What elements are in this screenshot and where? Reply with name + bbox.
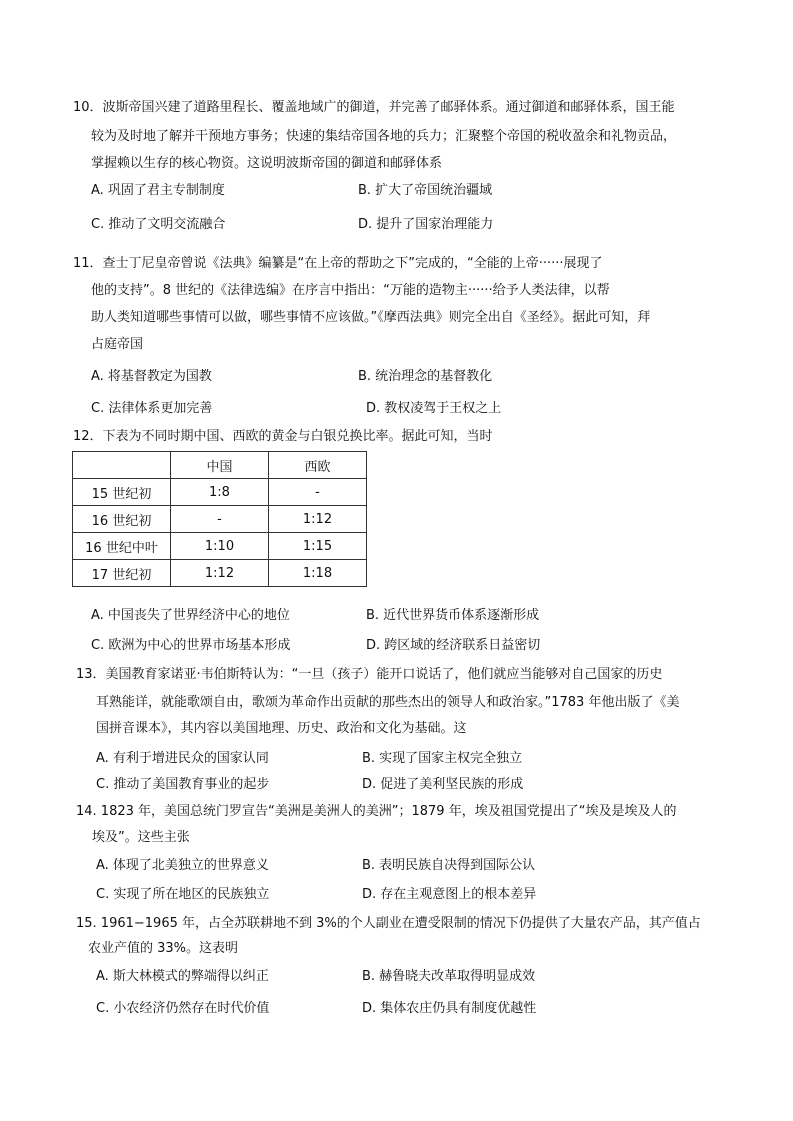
- table-header-cell: [73, 452, 171, 479]
- q14-option-a: A. 体现了北美独立的世界意义: [96, 858, 269, 873]
- q10-line-3: 掌握赖以生存的核心物资。这说明波斯帝国的御道和邮驿体系: [91, 156, 443, 171]
- q13-option-c: C. 推动了美国教育事业的起步: [96, 777, 270, 792]
- q10-option-b: B. 扩大了帝国统治疆域: [358, 183, 493, 198]
- q15-option-d: D. 集体农庄仍具有制度优越性: [362, 1001, 537, 1016]
- q10-option-c: C. 推动了文明交流融合: [91, 217, 226, 232]
- table-cell: 15 世纪初: [73, 479, 171, 506]
- table-cell: 1:15: [269, 533, 367, 560]
- q13-option-d: D. 促进了美利坚民族的形成: [362, 777, 524, 792]
- table-row: [73, 560, 367, 587]
- q15-line-1: 15. 1961−1965 年，占全苏联耕地不到 3%的个人副业在遭受限制的情况下仍提供了大量农产品，其产值占: [76, 916, 701, 931]
- q15-line-2: 农业产值的 33%。这表明: [88, 941, 239, 956]
- q11-option-d: D. 教权凌驾于王权之上: [366, 401, 502, 416]
- table-cell: 17 世纪初: [73, 560, 171, 587]
- table-row: [73, 479, 367, 506]
- table-header-cell: 中国: [171, 452, 269, 479]
- q11-option-b: B. 统治理念的基督教化: [358, 369, 493, 384]
- q15-option-c: C. 小农经济仍然存在时代价值: [96, 1001, 270, 1016]
- q10-line-1: 10．波斯帝国兴建了道路里程长、覆盖地域广的御道，并完善了邮驿体系。通过御道和邮驿体系，国王能: [73, 100, 675, 115]
- q10-option-a: A. 巩固了君主专制制度: [91, 183, 225, 198]
- table-cell: 1:12: [171, 560, 269, 587]
- q10-option-d: D. 提升了国家治理能力: [358, 217, 494, 232]
- q12-line-1: 12．下表为不同时期中国、西欧的黄金与白银兑换比率。据此可知，当时: [73, 429, 493, 444]
- q11-line-1: 11．查士丁尼皇帝曾说《法典》编纂是“在上帝的帮助之下”完成的，“全能的上帝······展现了: [73, 256, 603, 271]
- table-cell: 1:8: [171, 479, 269, 506]
- table-header-cell: 西欧: [269, 452, 367, 479]
- table-cell: 1:18: [269, 560, 367, 587]
- q13-line-2: 耳熟能详，就能歌颂自由，歌颂为革命作出贡献的那些杰出的领导人和政治家。”1783 年他出版了《美: [96, 695, 680, 710]
- q12-option-b: B. 近代世界货币体系逐渐形成: [366, 608, 540, 623]
- q14-line-2: 埃及”。这些主张: [92, 830, 190, 845]
- table-cell: 1:10: [171, 533, 269, 560]
- q11-line-2: 他的支持”。8 世纪的《法律选编》在序言中指出：“万能的造物主······给予人类法律，以帮: [91, 283, 610, 298]
- q14-option-c: C. 实现了所在地区的民族独立: [96, 887, 270, 902]
- table-cell: 16 世纪初: [73, 506, 171, 533]
- table-header-row: [73, 452, 367, 479]
- q14-option-b: B. 表明民族自决得到国际公认: [362, 858, 536, 873]
- q11-line-4: 占庭帝国: [91, 337, 144, 352]
- q12-option-c: C. 欧洲为中心的世界市场基本形成: [91, 638, 291, 653]
- q12-option-a: A. 中国丧失了世界经济中心的地位: [91, 608, 290, 623]
- q12-option-d: D. 跨区域的经济联系日益密切: [366, 638, 541, 653]
- exchange-rate-table: [72, 451, 367, 587]
- q10-line-2: 较为及时地了解并干预地方事务；快速的集结帝国各地的兵力；汇聚整个帝国的税收盈余和礼物贡品，: [91, 129, 677, 144]
- q15-option-a: A. 斯大林模式的弊端得以纠正: [96, 969, 269, 984]
- q11-option-a: A. 将基督教定为国教: [91, 369, 212, 384]
- q14-line-1: 14. 1823 年，美国总统门罗宣告“美洲是美洲人的美洲”；1879 年，埃及祖国党提出了“埃及是埃及人的: [76, 804, 677, 819]
- q13-option-b: B. 实现了国家主权完全独立: [362, 751, 523, 766]
- q11-line-3: 助人类知道哪些事情可以做，哪些事情不应该做。”《摩西法典》则完全出自《圣经》。据此可知，拜: [91, 310, 651, 325]
- table-cell: -: [171, 506, 269, 533]
- table-row: [73, 533, 367, 560]
- table-cell: 16 世纪中叶: [73, 533, 171, 560]
- q13-option-a: A. 有利于增进民众的国家认同: [96, 751, 269, 766]
- q13-line-3: 国拼音课本》，其内容以美国地理、历史、政治和文化为基础。这: [96, 721, 467, 736]
- table-cell: 1:12: [269, 506, 367, 533]
- q14-option-d: D. 存在主观意图上的根本差异: [362, 887, 537, 902]
- q15-option-b: B. 赫鲁晓夫改革取得明显成效: [362, 969, 536, 984]
- table-cell: -: [269, 479, 367, 506]
- table-row: [73, 506, 367, 533]
- q13-line-1: 13．美国教育家诺亚·韦伯斯特认为：“一旦（孩子）能开口说话了，他们就应当能够对自己国家的历史: [76, 667, 663, 682]
- q11-option-c: C. 法律体系更加完善: [91, 401, 213, 416]
